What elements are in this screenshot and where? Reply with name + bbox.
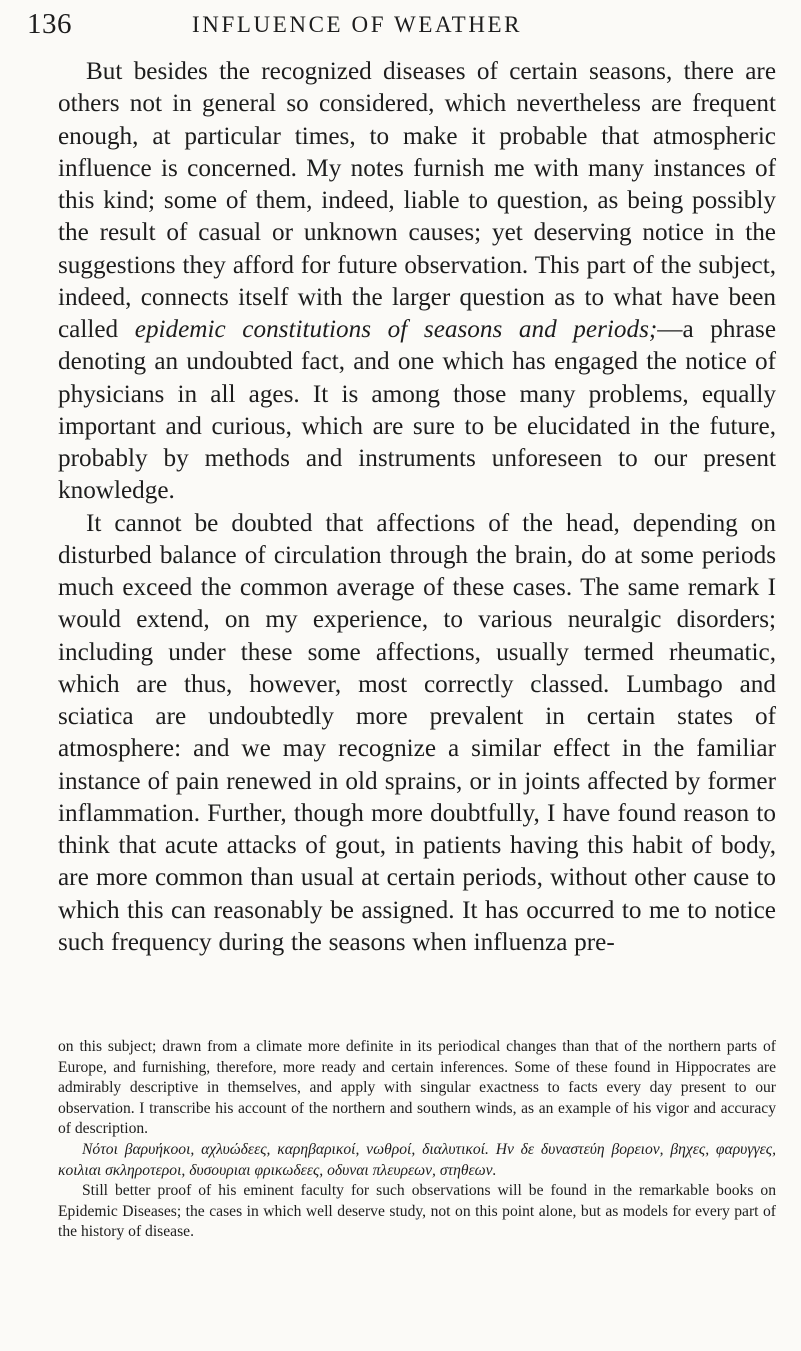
paragraph-2: It cannot be doubted that affections of the head, depending on disturbed balance of circulation through the brain, do at some periods much exceed the common average of these cases. The same remark I would extend, on my experience, to various neuralgic disorders; including under these some affections, usually termed rheumatic, which are thus, however, most correctly classed. Lumbago and sciatica are undoubtedly more prevalent in certain states of atmosphere: and we may recognize a similar effect in the familiar instance of pain renewed in old sprains, or in joints affected by former inflammation. Further, though more doubtfully, I have found reason to think that acute attacks of gout, in patients having this habit of body, are more common than usual at certain periods, without other cause to which this can reasonably be assigned. It has occurred to me to notice such frequency during the seasons when influenza pre- [58, 509, 776, 956]
footnote-greek-quote: Νότοι βαρυήκοοι, αχλυώδεες, καρηβαρικοί, νωθροί, διαλυτικοί. Ην δε δυναστεύη βορειον, βηχες, φαρυγγες, κοιλιαι σκληροτεροι, δυσουριαι φρικωδεες, οδυναι πλευρεων, στηθεων. [58, 1140, 776, 1179]
paragraph-1-text-end: —a phrase denoting an undoubted fact, and one which has engaged the notice of physicians in all ages. It is among those many problems, equally important and curious, which are sure to be elucidated in the future, probably by methods and instruments unforeseen to our present knowledge. [58, 316, 776, 505]
paragraph-1-text: But besides the recognized diseases of certain seasons, there are others not in general so considered, which nevertheless are frequent enough, at particular times, to make it probable that atmospheric influence is concerned. My notes furnish me with many instances of this kind; some of them, indeed, liable to question, as being possibly the result of casual or unknown causes; yet deserving notice in the suggestions they afford for future observation. This part of the subject, indeed, connects itself with the larger question as to what have been called [58, 58, 776, 343]
footnote [58, 1037, 776, 1243]
paragraph-1-italic: epidemic constitutions of seasons and periods; [134, 316, 658, 343]
running-head: INFLUENCE OF WEATHER [192, 12, 523, 37]
page-number: 136 [27, 8, 72, 40]
footnote-paragraph-2: Still better proof of his eminent faculty for such observations will be found in the remarkable books on Epidemic Diseases; the cases in which well deserve study, not on this point alone, but as models for every part of the history of disease. [58, 1182, 776, 1241]
main-text [58, 56, 776, 959]
footnote-paragraph-1: on this subject; drawn from a climate more definite in its periodical changes than that of the northern parts of Europe, and furnishing, therefore, more ready and certain inferences. Some of these found in Hippocrates are admirably descriptive in themselves, and apply with singular exactness to facts every day present to our observation. I transcribe his account of the northern and southern winds, as an example of his vigor and accuracy of description. [58, 1038, 776, 1138]
paragraph-1 [58, 56, 776, 508]
